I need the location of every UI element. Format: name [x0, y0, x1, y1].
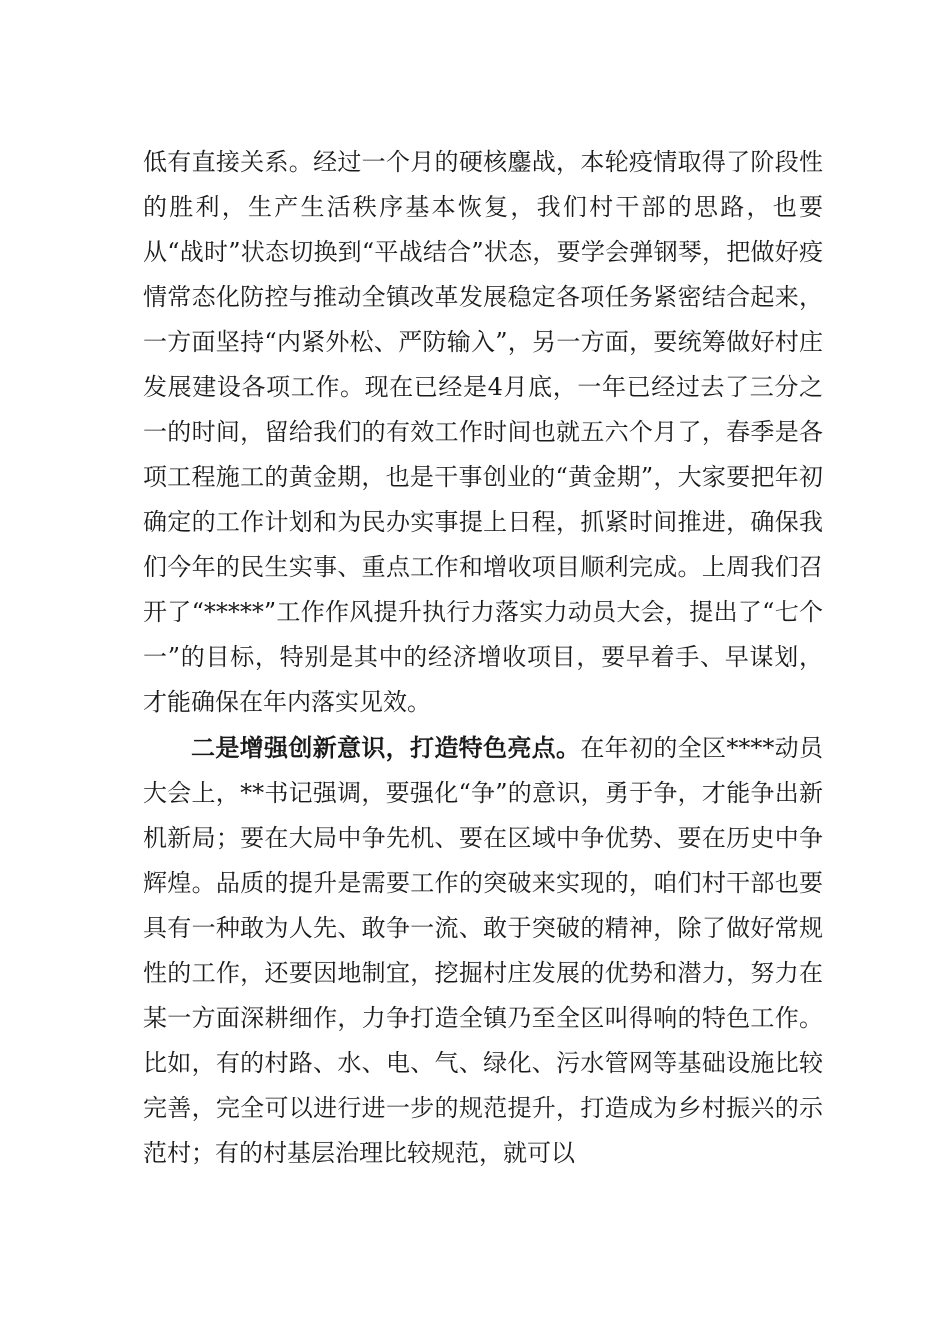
paragraph-1: 低有直接关系。经过一个月的硬核鏖战，本轮疫情取得了阶段性的胜利，生产生活秩序基本恢复，我们村干部的思路，也要从“战时”状态切换到“平战结合”状态，要学会弹钢琴，把做好疫情常态化防控与推动全镇改革发展稳定各项任务紧密结合起来，一方面坚持“内紧外松、严防输入”，另一方面，要统筹做好村庄发展建设各项工作。现在已经是4月底，一年已经过去了三分之一的时间，留给我们的有效工作时间也就五六个月了，春季是各项工程施工的黄金期，也是干事创业的“黄金期”，大家要把年初确定的工作计划和为民办实事提上日程，抓紧时间推进，确保我们今年的民生实事、重点工作和增收项目顺利完成。上周我们召开了“*****”工作作风提升执行力落实力动员大会，提出了“七个一”的目标，特别是其中的经济增收项目，要早着手、早谋划，才能确保在年内落实见效。: [143, 148, 823, 716]
paragraph-2-body: 在年初的全区****动员大会上，**书记强调，要强化“争”的意识，勇于争，才能争出新机新局；要在大局中争先机、要在区域中争优势、要在历史中争辉煌。品质的提升是需要工作的突破来实现的，咱们村干部也要具有一种敢为人先、敢争一流、敢于突破的精神，除了做好常规性的工作，还要因地制宜，挖掘村庄发展的优势和潜力，努力在某一方面深耕细作，力争打造全镇乃至全区叫得响的特色工作。比如，有的村路、水、电、气、绿化、污水管网等基础设施比较完善，完全可以进行进一步的规范提升，打造成为乡村振兴的示范村；有的村基层治理比较规范，就可以: [143, 734, 824, 1167]
paragraph-2: [143, 725, 823, 1176]
paragraph-2-lead: 二是增强创新意识，打造特色亮点。: [191, 733, 581, 762]
document-body: [143, 140, 823, 1176]
